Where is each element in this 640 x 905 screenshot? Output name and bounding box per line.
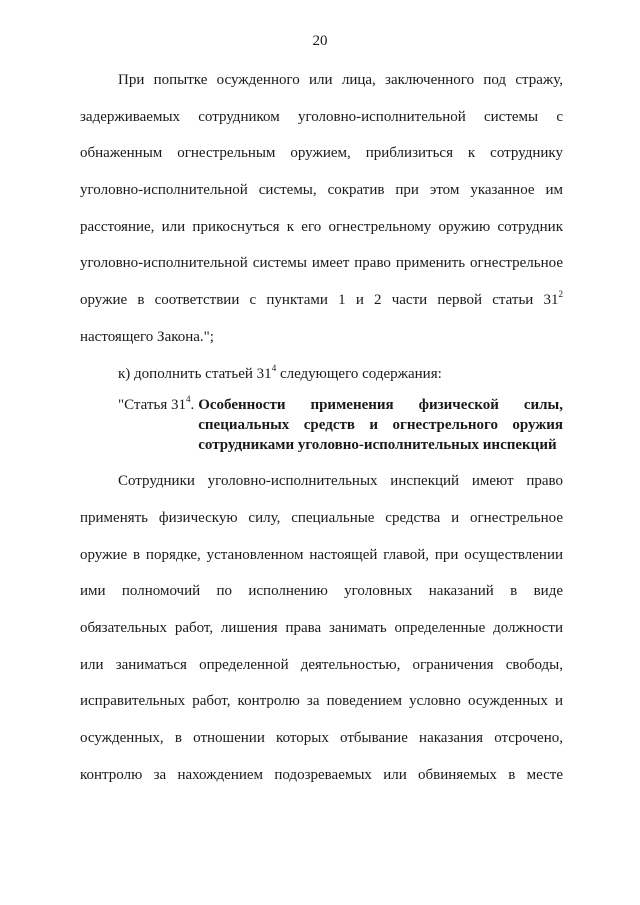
article-title-line: сотрудниками уголовно-исполнительных инспекций [198,437,557,454]
text-line: При попытке осужденного или лица, заключенного под стражу, [118,72,563,88]
page-number: 20 [312,33,328,49]
text-line: обязательных работ, лишения права занимать определенные должности [80,619,563,636]
text-line: или заниматься определенной деятельностью, ограничения свободы, [80,656,563,673]
article-title-line: специальных средств и огнестрельного оружия [198,417,563,434]
article-title-line: Особенности применения физической силы, [198,397,563,414]
text-line: применять физическую силу, специальные средства и огнестрельное [80,509,563,526]
article-dot: . [190,397,195,414]
superscript: 2 [558,289,563,300]
text-line: контролю за нахождением подозреваемых или обвиняемых в месте [80,766,563,783]
article-prefix: "Статья 31 [118,397,186,414]
amendment-item [80,356,563,393]
text-line: ими полномочий по исполнению уголовных наказаний в виде [80,583,563,600]
text-line-content: оружие в соответствии с пунктами 1 и 2 части первой статьи 31 [80,292,559,309]
text-line [80,282,563,319]
text-line: исправительных работ, контролю за поведением условно осужденных и [80,693,563,710]
text-line: расстояние, или прикоснуться к его огнестрельному оружию сотрудник [80,218,563,235]
amendment-suffix: следующего содержания: [276,365,442,382]
text-line: задерживаемых сотрудником уголовно-исполнительной системы с [80,108,563,125]
amendment-prefix: к) дополнить статьей 31 [118,365,272,382]
article-title [194,395,563,455]
article-number [118,395,194,455]
document-body [80,62,563,793]
text-line: настоящего Закона."; [80,328,214,345]
superscript: 4 [185,394,191,405]
article-heading [80,395,563,455]
text-line: уголовно-исполнительной системы имеет право применить огнестрельное [80,255,563,272]
text-line: оружие в порядке, установленном настоящей главой, при осуществлении [80,546,563,563]
text-line: уголовно-исполнительной системы, сократив при этом указанное им [80,182,563,199]
text-line: Сотрудники уголовно-исполнительных инспекций имеют право [118,473,563,490]
superscript: 4 [271,362,277,373]
paragraph-2 [80,463,563,793]
text-line: обнаженным огнестрельным оружием, приблизиться к сотруднику [80,145,563,162]
paragraph-1 [80,62,563,356]
text-line: осужденных, в отношении которых отбывание наказания отсрочено, [80,730,563,746]
